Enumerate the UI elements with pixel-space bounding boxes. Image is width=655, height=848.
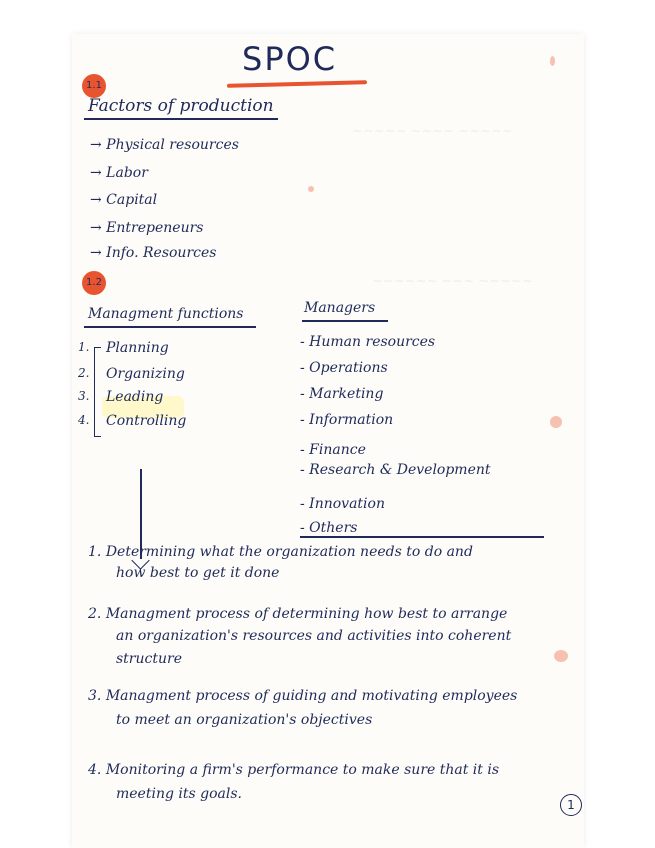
manager-item: - Research & Development [300,462,491,478]
definition-line: an organization's resources and activities into coherent [116,628,512,644]
function-item: Leading [106,389,164,405]
manager-item: - Finance [300,442,366,458]
definition-line: structure [116,651,182,667]
section-badge: 1.2 [82,271,106,295]
notebook-page [72,34,584,848]
definition-text: Monitoring a firm's performance to make sure that it is [105,762,500,778]
definition-line: meeting its goals. [116,786,242,802]
section-heading: Factors of production [88,96,274,116]
function-item: Controlling [106,413,187,429]
definition-text: Managment process of guiding and motivating employees [105,688,518,704]
title-underline [227,80,367,88]
list-item: → Capital [90,192,158,208]
definition-number: 2. [88,606,102,622]
page-title: SPOC [242,40,338,78]
definition-number: 1. [88,544,102,560]
ink-blot [554,650,568,662]
list-item: → Physical resources [90,137,239,153]
manager-item: - Innovation [300,496,385,512]
bleed-through-text: ~~~~~ ~~~~ ~~~~~ [352,124,513,139]
list-item: → Info. Resources [90,245,217,261]
heading-underline [84,118,278,120]
definition-line [88,606,507,622]
definition-text: Determining what the organization needs to do and [105,544,473,560]
definition-line [88,688,517,704]
managers-heading: Managers [304,300,376,316]
definition-number: 3. [88,688,102,704]
function-number: 1. [78,340,90,354]
manager-item: - Human resources [300,334,436,350]
definition-number: 4. [88,762,102,778]
ink-blot [550,416,562,428]
ink-blot [308,186,314,192]
manager-item: - Operations [300,360,388,376]
definition-line: to meet an organization's objectives [116,712,373,728]
function-item: Planning [106,340,169,356]
definition-text: Managment process of determining how best to arrange [105,606,508,622]
heading-underline [84,326,256,328]
list-item: → Entrepeneurs [90,220,204,236]
heading-underline [302,320,388,322]
manager-item: - Others [300,520,358,536]
function-number: 2. [78,366,90,380]
section-heading: Managment functions [88,306,244,322]
page-number: 1 [560,794,582,816]
manager-item: - Marketing [300,386,384,402]
function-number: 4. [78,413,90,427]
ink-blot [550,56,555,66]
list-item: → Labor [90,165,148,181]
definition-line [88,762,499,778]
bleed-through-text: ~~~~~~ ~~~ ~~~~~ [372,274,533,289]
manager-item: - Information [300,412,394,428]
definition-line: how best to get it done [116,565,280,581]
function-item: Organizing [106,366,185,382]
function-number: 3. [78,389,90,403]
definition-line [88,544,473,560]
managers-bottom-line [300,536,544,538]
bracket-mark [94,347,101,437]
section-badge: 1.1 [82,74,106,98]
